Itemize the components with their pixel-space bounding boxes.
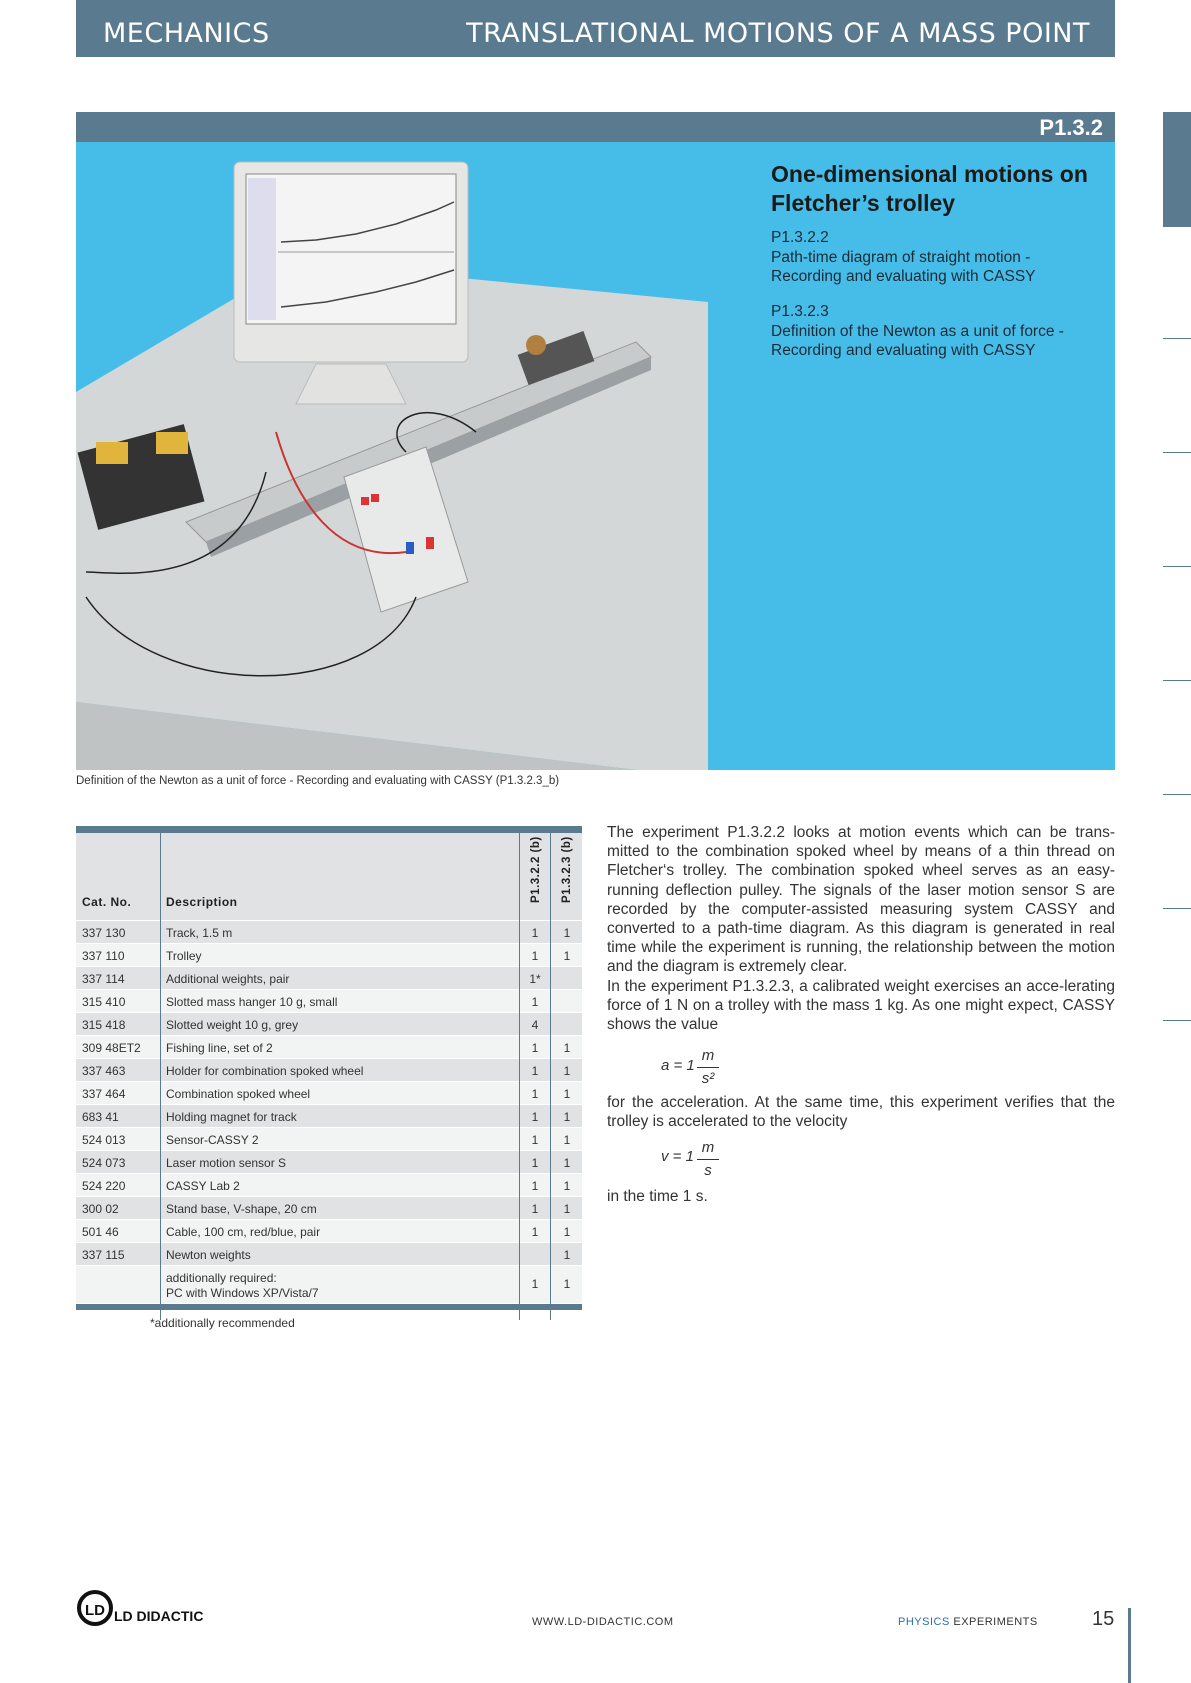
experiment-code: P1.3.2.3 bbox=[771, 303, 829, 320]
formula-velocity: v = 1 bbox=[661, 1148, 694, 1165]
section-bar bbox=[76, 112, 1115, 142]
header-cat-no: Cat. No. bbox=[82, 895, 132, 909]
formula-acceleration: a = 1 bbox=[661, 1057, 695, 1074]
side-tab-divider bbox=[1163, 680, 1191, 681]
table-bottom-rule bbox=[76, 1304, 582, 1310]
side-tab-divider bbox=[1163, 908, 1191, 909]
table-row bbox=[76, 967, 582, 990]
fraction-bar bbox=[697, 1159, 719, 1160]
cell-b: 1 bbox=[563, 1156, 571, 1170]
cell-desc: Slotted mass hanger 10 g, small bbox=[166, 995, 338, 1009]
cell-cat: 315 410 bbox=[82, 995, 126, 1009]
cell-a: 1 bbox=[531, 995, 539, 1009]
photo-caption: Definition of the Newton as a unit of force - Recording and evaluating with CASSY (P1.3.2.3_b) bbox=[76, 775, 560, 787]
cell-a: 1 bbox=[531, 1087, 539, 1101]
cell-a: 1 bbox=[531, 949, 539, 963]
cell-b: 1 bbox=[563, 926, 571, 940]
column-separator bbox=[550, 833, 551, 1320]
body-text bbox=[607, 823, 1115, 1034]
table-row bbox=[76, 1220, 582, 1243]
cell-desc: Holding magnet for track bbox=[166, 1110, 297, 1124]
fraction-bar bbox=[697, 1067, 719, 1068]
table-top-rule bbox=[76, 826, 582, 833]
table-row bbox=[76, 1197, 582, 1220]
table-row bbox=[76, 1266, 582, 1304]
experiment-photo bbox=[76, 142, 708, 770]
cell-b: 1 bbox=[563, 1225, 571, 1239]
table-row bbox=[76, 1174, 582, 1197]
cell-b: 1 bbox=[563, 1041, 571, 1055]
side-tab-divider bbox=[1163, 452, 1191, 453]
formula-numerator: m bbox=[701, 1047, 715, 1064]
header-description: Description bbox=[166, 895, 238, 909]
cell-desc: Fishing line, set of 2 bbox=[166, 1041, 273, 1055]
table-body bbox=[76, 921, 582, 1266]
body-text-3 bbox=[607, 1187, 1115, 1206]
cell-a: 1 bbox=[531, 926, 539, 940]
table-row bbox=[76, 1151, 582, 1174]
cell-desc: Stand base, V-shape, 20 cm bbox=[166, 1202, 317, 1216]
cell-cat: 337 463 bbox=[82, 1064, 126, 1078]
page-number: 15 bbox=[1092, 1608, 1115, 1630]
chapter-title: MECHANICS bbox=[103, 18, 270, 49]
cell-desc: Newton weights bbox=[166, 1248, 251, 1262]
cell-b: 1 bbox=[563, 949, 571, 963]
cell-b: 1 bbox=[563, 1087, 571, 1101]
cell-desc: Holder for combination spoked wheel bbox=[166, 1064, 364, 1078]
body-text-2 bbox=[607, 1093, 1115, 1131]
paragraph: for the acceleration. At the same time, this experiment verifies that the trolley is accelerated to the velocity bbox=[607, 1094, 1115, 1131]
topic-title: TRANSLATIONAL MOTIONS OF A MASS POINT bbox=[466, 18, 1090, 49]
paragraph: The experiment P1.3.2.2 looks at motion events which can be trans-mitted to the combination spoked wheel by means of a thin thread on Fletcher‘s trolley. The combination spoked wheel serves as an easy-running deflection pulley. The signals of the laser motion sensor S are recorded by the computer-assisted measuring system CASSY and converted to a path-time diagram. As this diagram is generated in real time while the experiment is running, the relationship between the motion and the diagram is extremely clear. bbox=[607, 824, 1115, 976]
cell-cat: 524 013 bbox=[82, 1133, 126, 1147]
cell-cat: 524 073 bbox=[82, 1156, 126, 1170]
side-tab-divider bbox=[1163, 338, 1191, 339]
page-bar bbox=[1128, 1608, 1131, 1683]
header-col-b-label: P1.3.2.3 (b) bbox=[561, 836, 573, 903]
cell-desc: Trolley bbox=[166, 949, 202, 963]
footer-category bbox=[898, 1616, 1038, 1628]
cell-a: 1 bbox=[531, 1156, 539, 1170]
paragraph: in the time 1 s. bbox=[607, 1188, 708, 1205]
cell-cat: 337 110 bbox=[82, 949, 125, 963]
experiment-text: Path-time diagram of straight motion - Recording and evaluating with CASSY bbox=[771, 248, 1036, 285]
cell-desc: Slotted weight 10 g, grey bbox=[166, 1018, 299, 1032]
svg-text:LD: LD bbox=[85, 1602, 105, 1619]
cell-a: 1 bbox=[531, 1277, 539, 1291]
experiment-code: P1.3.2.2 bbox=[771, 229, 829, 246]
cell-desc: Track, 1.5 m bbox=[166, 926, 233, 940]
cell-cat: 524 220 bbox=[82, 1179, 126, 1193]
footer-category-physics: PHYSICS bbox=[898, 1616, 950, 1628]
cell-desc-line: PC with Windows XP/Vista/7 bbox=[166, 1286, 319, 1300]
side-tab-divider bbox=[1163, 794, 1191, 795]
formula-denominator: s bbox=[704, 1162, 712, 1179]
cell-desc: Additional weights, pair bbox=[166, 972, 290, 986]
cell-desc-line: additionally required: bbox=[166, 1271, 277, 1285]
cell-b: 1 bbox=[563, 1179, 571, 1193]
experiment-item bbox=[771, 228, 1091, 287]
table-row bbox=[76, 944, 582, 967]
cell-b: 1 bbox=[563, 1110, 571, 1124]
cell-cat: 300 02 bbox=[82, 1202, 119, 1216]
cell-b: 1 bbox=[563, 1248, 571, 1262]
formula-numerator: m bbox=[701, 1139, 715, 1156]
column-separator bbox=[519, 833, 520, 1320]
cell-a: 4 bbox=[531, 1018, 539, 1032]
cell-cat: 337 115 bbox=[82, 1248, 125, 1262]
feature-panel bbox=[76, 142, 1115, 770]
cell-b: 1 bbox=[563, 1064, 571, 1078]
cell-desc: Laser motion sensor S bbox=[166, 1156, 287, 1170]
cell-desc: Combination spoked wheel bbox=[166, 1087, 311, 1101]
table-row bbox=[76, 1128, 582, 1151]
cell-b: 1 bbox=[563, 1277, 571, 1291]
cell-desc: CASSY Lab 2 bbox=[166, 1179, 240, 1193]
footer-category-experiments: EXPERIMENTS bbox=[949, 1616, 1038, 1628]
header-col-b bbox=[552, 833, 582, 921]
side-tab-divider bbox=[1163, 566, 1191, 567]
table-row bbox=[76, 1059, 582, 1082]
cell-cat: 337 114 bbox=[82, 972, 125, 986]
table-row bbox=[76, 1013, 582, 1036]
table-row bbox=[76, 1036, 582, 1059]
table-row bbox=[76, 1243, 582, 1266]
cell-a: 1 bbox=[531, 1041, 539, 1055]
formula-denominator: s² bbox=[701, 1070, 715, 1087]
cell-cat: 337 464 bbox=[82, 1087, 126, 1101]
cell-cat: 315 418 bbox=[82, 1018, 126, 1032]
table-row bbox=[76, 1105, 582, 1128]
cell-desc: Sensor-CASSY 2 bbox=[166, 1133, 259, 1147]
header-col-a-label: P1.3.2.2 (b) bbox=[530, 836, 542, 903]
cell-b: 1 bbox=[563, 1133, 571, 1147]
header-col-a bbox=[521, 833, 551, 921]
cell-a: 1 bbox=[531, 1110, 539, 1124]
cell-b: 1 bbox=[563, 1202, 571, 1216]
experiment-text: Definition of the Newton as a unit of force - Recording and evaluating with CASSY bbox=[771, 322, 1064, 359]
cell-cat: 683 41 bbox=[82, 1110, 119, 1124]
cell-a: 1 bbox=[531, 1133, 539, 1147]
svg-text:LD DIDACTIC: LD DIDACTIC bbox=[114, 1608, 204, 1624]
table-header bbox=[76, 833, 582, 921]
page-header bbox=[76, 0, 1115, 57]
section-code: P1.3.2 bbox=[1039, 115, 1103, 140]
ld-didactic-logo bbox=[76, 1588, 206, 1633]
cell-cat: 337 130 bbox=[82, 926, 126, 940]
cell-a: 1 bbox=[531, 1179, 539, 1193]
footer-url[interactable]: WWW.LD-DIDACTIC.COM bbox=[532, 1616, 674, 1628]
side-tab-divider bbox=[1163, 1020, 1191, 1021]
column-separator bbox=[160, 833, 161, 1320]
table-row bbox=[76, 990, 582, 1013]
cell-a: 1 bbox=[531, 1225, 539, 1239]
equipment-table bbox=[76, 826, 582, 1310]
experiment-item bbox=[771, 302, 1091, 361]
side-tab-active[interactable] bbox=[1163, 112, 1191, 227]
cell-desc: Cable, 100 cm, red/blue, pair bbox=[166, 1225, 321, 1239]
cell-desc bbox=[166, 1271, 319, 1301]
cell-a: 1 bbox=[531, 1064, 539, 1078]
cell-cat: 309 48ET2 bbox=[82, 1041, 141, 1055]
cell-cat: 501 46 bbox=[82, 1225, 119, 1239]
table-row bbox=[76, 1082, 582, 1105]
table-footnote: *additionally recommended bbox=[150, 1316, 295, 1330]
table-row bbox=[76, 921, 582, 944]
panel-title: One-dimensional motions on Fletcher’s trolley bbox=[771, 161, 1088, 216]
cell-a: 1 bbox=[531, 1202, 539, 1216]
paragraph: In the experiment P1.3.2.3, a calibrated weight exercises an acce-lerating force of 1 N on a trolley with the mass 1 kg. As one might expect, CASSY shows the value bbox=[607, 977, 1115, 1034]
cell-a: 1* bbox=[529, 972, 541, 986]
